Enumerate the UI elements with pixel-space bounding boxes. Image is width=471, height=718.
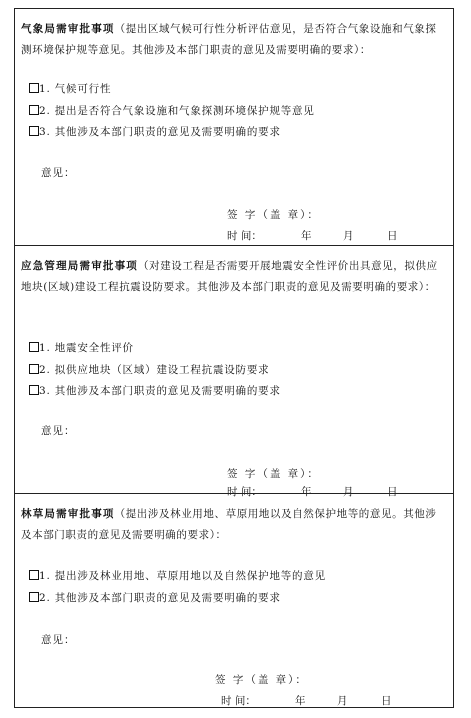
checkbox[interactable]	[29, 126, 39, 136]
approval-form	[14, 8, 454, 708]
checklist-item-label: 1. 地震安全性评价	[39, 342, 134, 354]
checkbox[interactable]	[29, 385, 39, 395]
signature-label: 签 字（盖 章）：	[215, 674, 308, 686]
section-title: 气象局需审批事项	[21, 23, 115, 35]
section-forestry-grassland-bureau	[15, 493, 453, 707]
checkbox[interactable]	[29, 364, 39, 374]
section-intro	[21, 256, 447, 298]
checkbox[interactable]	[29, 105, 39, 115]
checklist-item[interactable]	[29, 103, 315, 119]
year-label: 年	[301, 486, 312, 498]
section-emergency-management-bureau	[15, 245, 453, 498]
month-label: 月	[343, 486, 354, 498]
day-label: 日	[387, 230, 398, 242]
section-description: （提出区域气候可行性分析评估意见，是否符合气象设施和气象探测环境保护规等意见。其他涉及本部门职责的意见及需要明确的要求）：	[21, 23, 437, 56]
opinion-label: 意见：	[41, 167, 76, 179]
month-label: 月	[343, 230, 354, 242]
section-intro	[21, 504, 447, 546]
checkbox[interactable]	[29, 592, 39, 602]
checklist-item[interactable]	[29, 81, 111, 97]
checklist-item[interactable]	[29, 590, 281, 606]
signature-label: 签 字（盖 章）：	[227, 468, 320, 480]
section-description: （提出涉及林业用地、草原用地以及自然保护地等的意见。其他涉及本部门职责的意见及需要明确的要求）：	[21, 508, 437, 541]
checkbox[interactable]	[29, 570, 39, 580]
section-title: 林草局需审批事项	[21, 508, 115, 520]
signature-label: 签 字（盖 章）：	[227, 209, 320, 221]
year-label: 年	[301, 230, 312, 242]
checklist-item[interactable]	[29, 383, 281, 399]
date-line	[221, 693, 392, 708]
checklist-item-label: 1. 提出涉及林业用地、草原用地以及自然保护地等的意见	[39, 570, 326, 582]
checklist-item-label: 2. 其他涉及本部门职责的意见及需要明确的要求	[39, 592, 281, 604]
section-description: （对建设工程是否需要开展地震安全性评价出具意见，拟供应地块(区域)建设工程抗震设防要求。其他涉及本部门职责的意见及需要明确的要求）：	[21, 260, 438, 293]
year-label: 年	[295, 695, 306, 707]
checkbox[interactable]	[29, 342, 39, 352]
time-label: 时 间：	[221, 695, 256, 707]
checklist-item-label: 2. 拟供应地块（区域）建设工程抗震设防要求	[39, 364, 270, 376]
day-label: 日	[381, 695, 392, 707]
day-label: 日	[387, 486, 398, 498]
time-label: 时 间：	[227, 486, 262, 498]
date-line	[227, 228, 398, 243]
checklist-item[interactable]	[29, 340, 134, 356]
checklist-item[interactable]	[29, 568, 326, 584]
checkbox[interactable]	[29, 83, 39, 93]
section-title: 应急管理局需审批事项	[21, 260, 138, 272]
time-label: 时 间：	[227, 230, 262, 242]
month-label: 月	[337, 695, 348, 707]
section-intro	[21, 19, 447, 61]
opinion-label: 意见：	[41, 425, 76, 437]
checklist-item-label: 3. 其他涉及本部门职责的意见及需要明确的要求	[39, 126, 281, 138]
checklist-item-label: 3. 其他涉及本部门职责的意见及需要明确的要求	[39, 385, 281, 397]
checklist-item-label: 2. 提出是否符合气象设施和气象探测环境保护规等意见	[39, 105, 315, 117]
opinion-label: 意见：	[41, 634, 76, 646]
checklist-item[interactable]	[29, 362, 269, 378]
checklist-item-label: 1. 气候可行性	[39, 83, 112, 95]
section-meteorological-bureau	[15, 9, 453, 245]
checklist-item[interactable]	[29, 124, 281, 140]
